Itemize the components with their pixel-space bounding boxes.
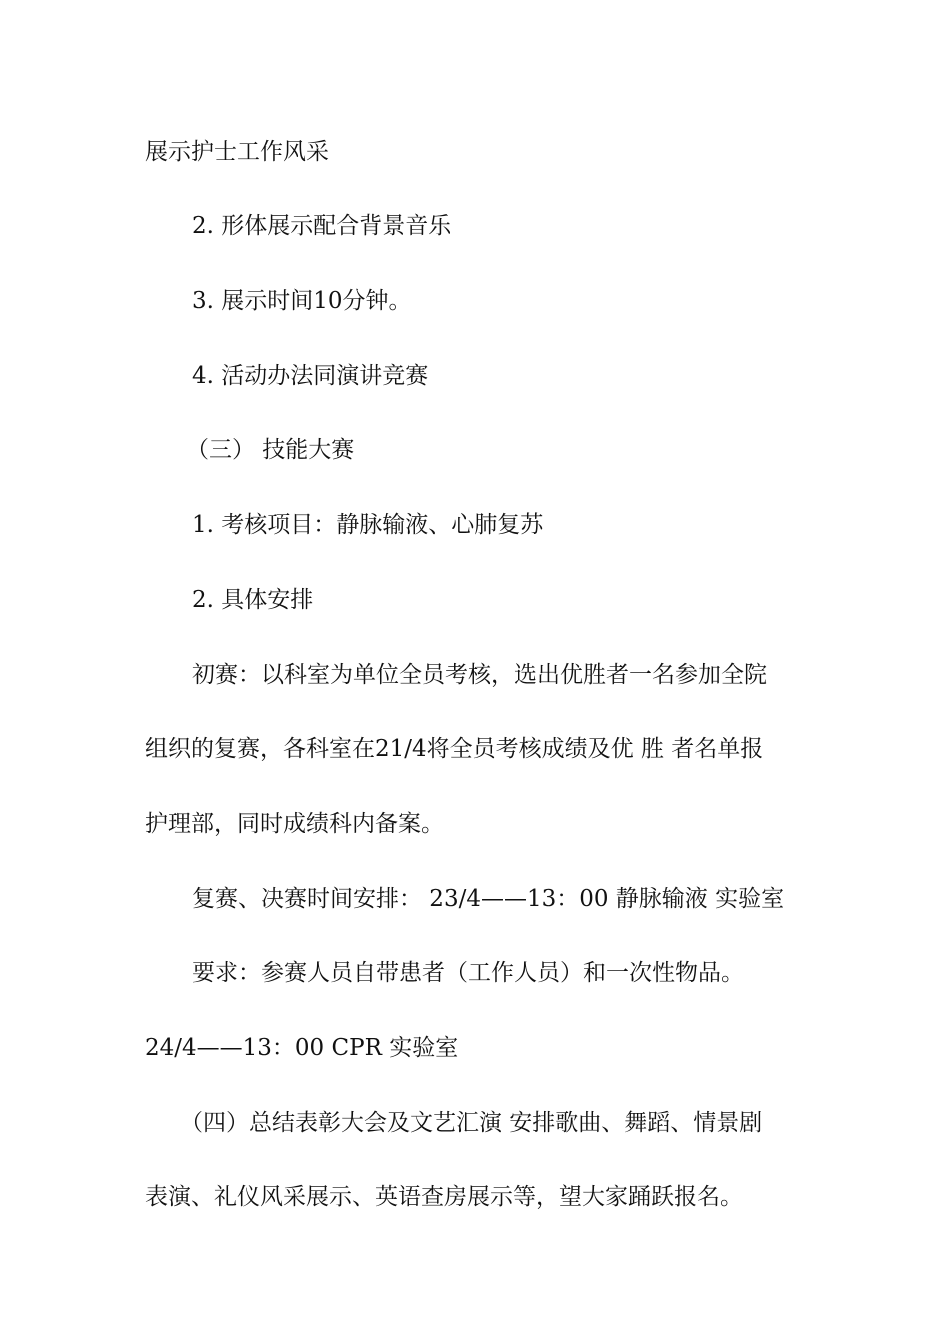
- list-item-4: 4. 活动办法同演讲竞赛: [192, 363, 429, 389]
- list-item-1: 1. 考核项目：静脉输液、心肺复苏: [192, 512, 544, 538]
- paragraph-line: 组织的复赛，各科室在21/4将全员考核成绩及优 胜 者名单报: [145, 736, 764, 762]
- list-item-3: 3. 展示时间10分钟。: [192, 288, 412, 314]
- section-heading: （三） 技能大赛: [186, 437, 355, 463]
- paragraph-line: 复赛、决赛时间安排： 23/4——13：00 静脉输液 实验室: [192, 886, 785, 912]
- paragraph-line: 表演、礼仪风采展示、英语查房展示等，望大家踊跃报名。: [145, 1184, 743, 1210]
- paragraph-line: 初赛：以科室为单位全员考核，选出优胜者一名参加全院: [192, 662, 767, 688]
- paragraph-line: 要求：参赛人员自带患者（工作人员）和一次性物品。: [192, 960, 744, 986]
- list-item-2b: 2. 具体安排: [192, 587, 314, 613]
- paragraph-line: 24/4——13：00 CPR 实验室: [145, 1035, 459, 1061]
- section-heading: （四）总结表彰大会及文艺汇演 安排歌曲、舞蹈、情景剧: [180, 1110, 763, 1136]
- paragraph-line: 展示护士工作风采: [145, 139, 329, 165]
- paragraph-line: 护理部，同时成绩科内备案。: [145, 811, 444, 837]
- list-item-2: 2. 形体展示配合背景音乐: [192, 213, 452, 239]
